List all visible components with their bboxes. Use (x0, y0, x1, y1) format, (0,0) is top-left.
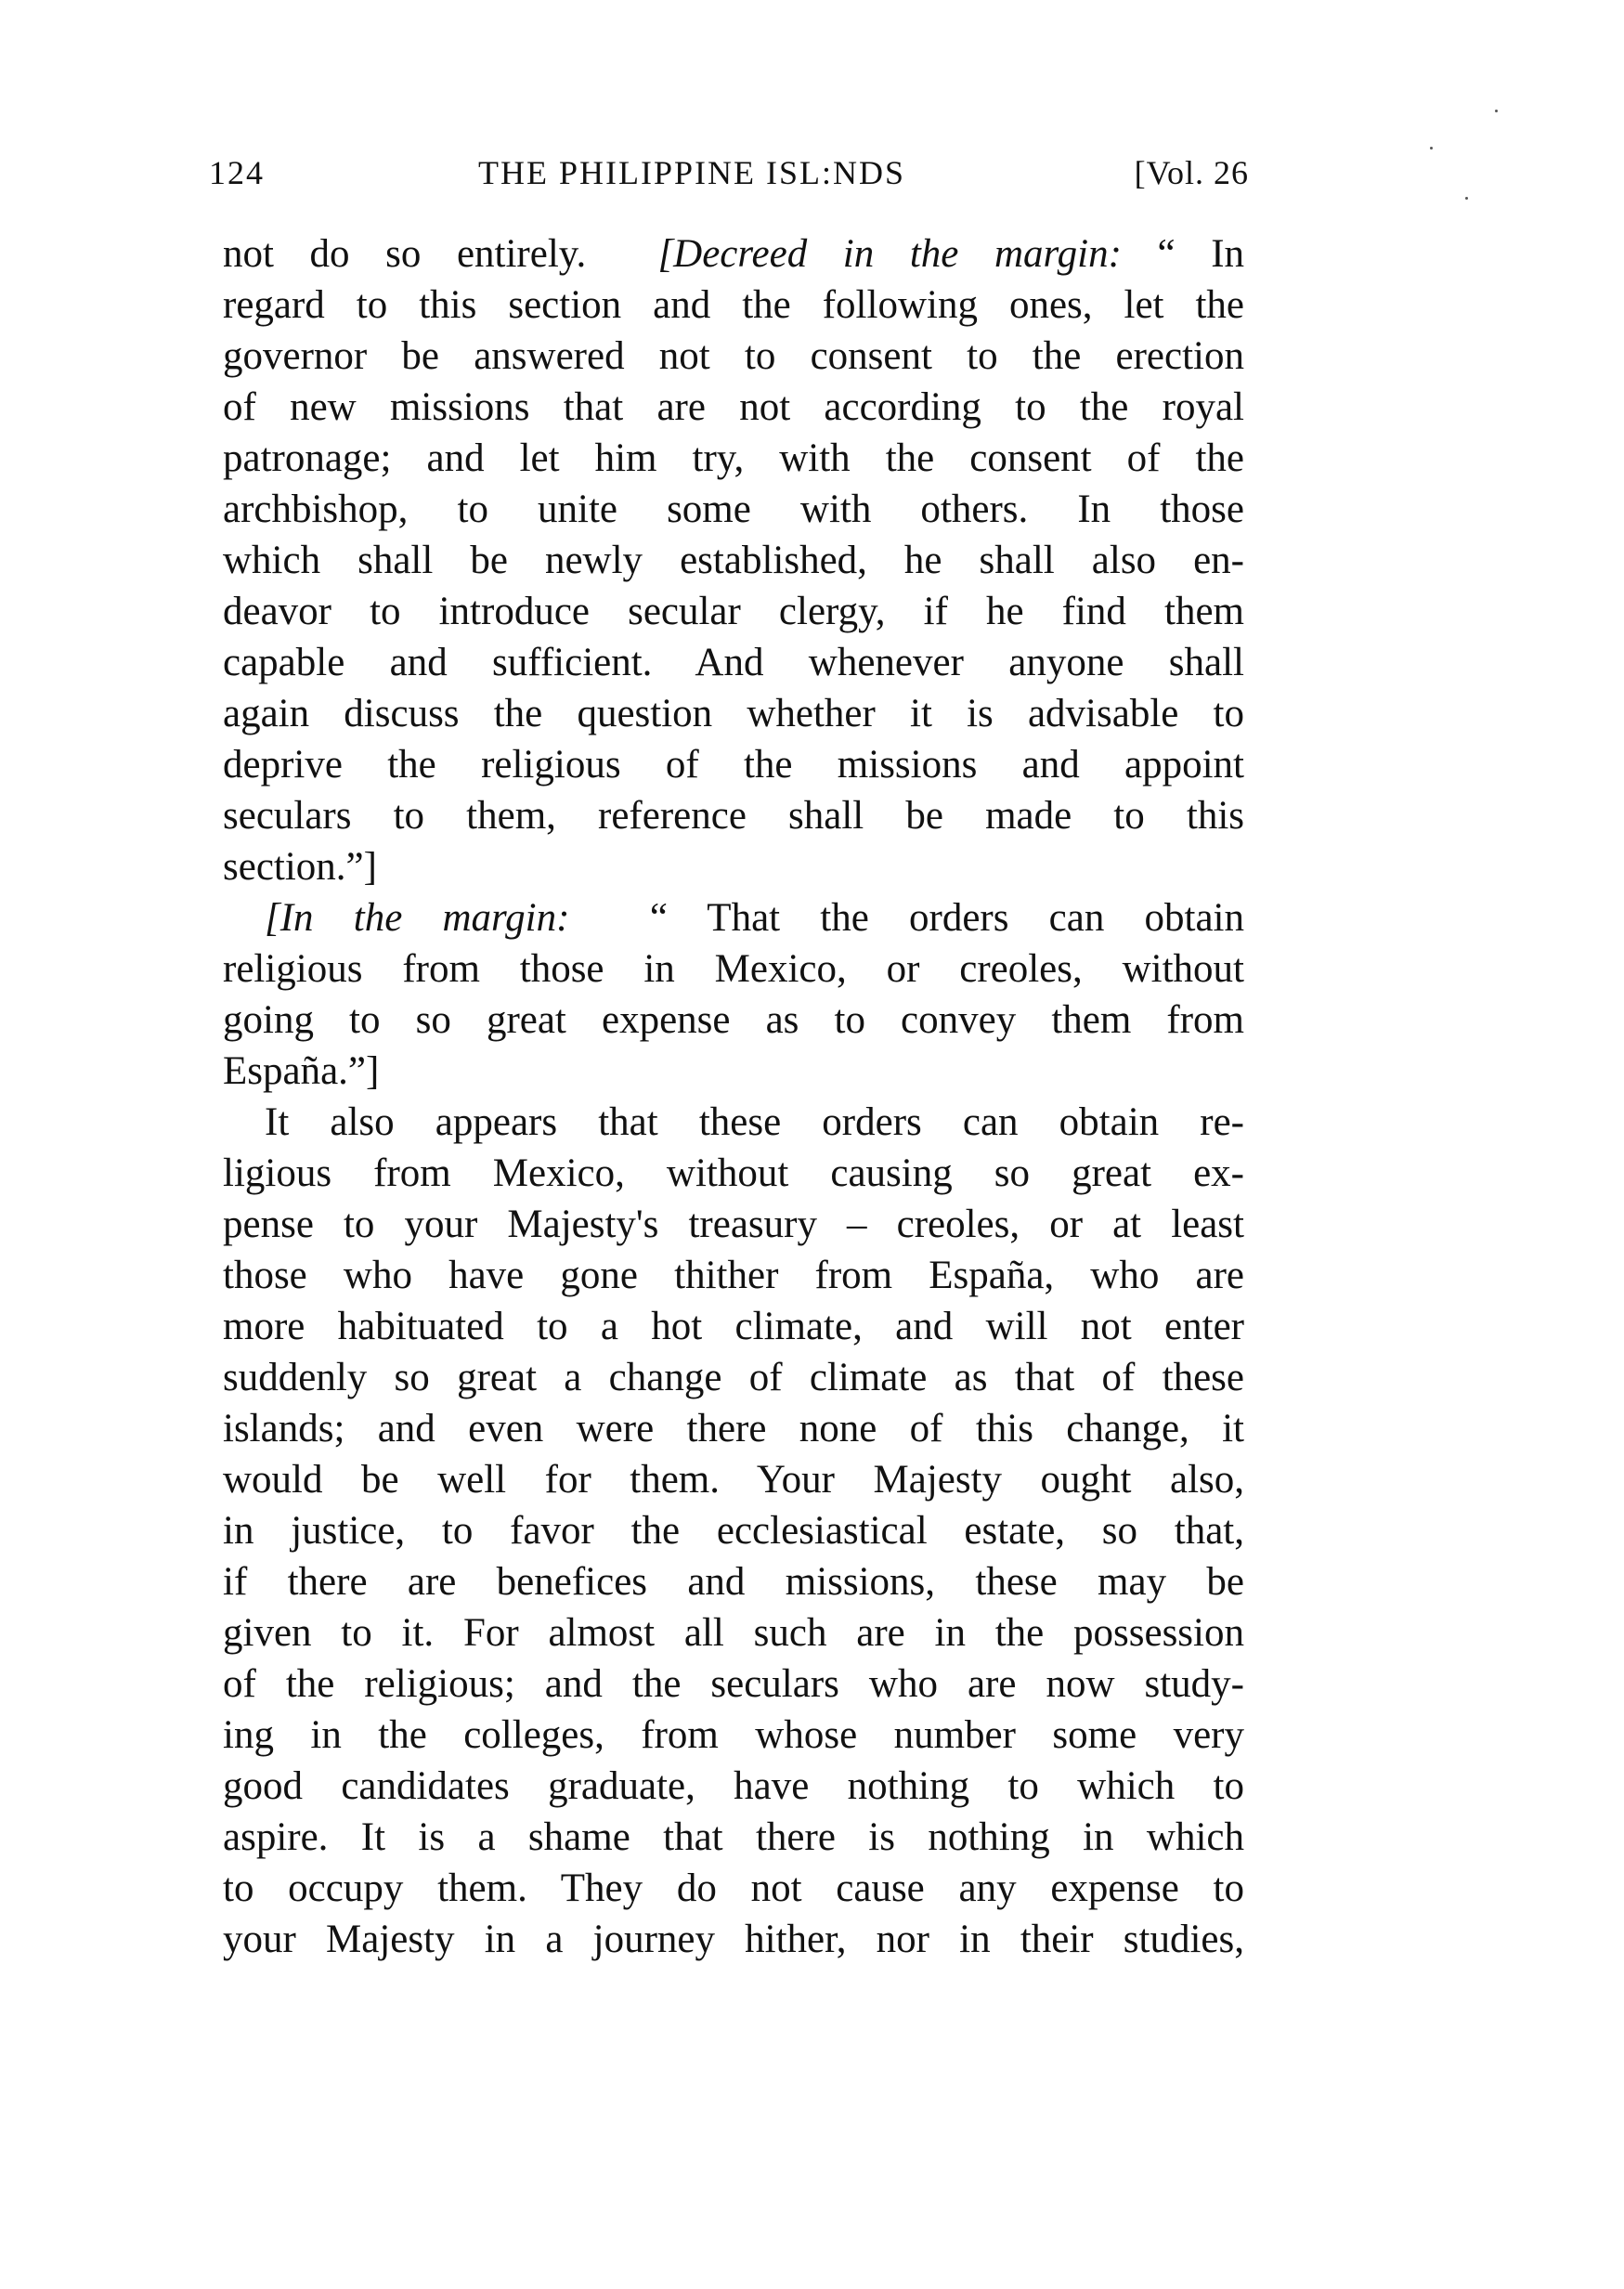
text-line: deavor to introduce secular clergy, if he find them (223, 590, 1244, 633)
text-segment: not do so entirely. (223, 232, 587, 276)
page-number: 124 (209, 154, 265, 191)
text-line: aspire. It is a shame that there is nothing in which (223, 1815, 1244, 1859)
text-segment: “ In (1157, 232, 1245, 276)
running-header (209, 153, 1249, 209)
text-line: would be well for them. Your Majesty ought also, (223, 1458, 1244, 1502)
text-line: again discuss the question whether it is advisable to (223, 692, 1244, 735)
text-line: religious from those in Mexico, or creoles, without (223, 947, 1244, 991)
text-line: patronage; and let him try, with the consent of the (223, 436, 1244, 480)
page-body (223, 228, 1244, 1965)
text-line: those who have gone thither from España, who are (223, 1254, 1244, 1297)
scan-speck (1465, 197, 1468, 200)
text-line: España.”] (223, 1049, 380, 1093)
text-line: It also appears that these orders can obtain re- (265, 1100, 1244, 1144)
text-line: archbishop, to unite some with others. In those (223, 488, 1244, 531)
text-line: seculars to them, reference shall be made to this (223, 794, 1244, 838)
text-line: if there are benefices and missions, these may be (223, 1560, 1244, 1604)
text-line: capable and sufficient. And whenever anyone shall (223, 641, 1244, 684)
text-line: given to it. For almost all such are in the possession (223, 1611, 1244, 1655)
text-line: ligious from Mexico, without causing so great ex- (223, 1151, 1244, 1195)
text-line: your Majesty in a journey hither, nor in their studies, (223, 1918, 1244, 1961)
text-line: to occupy them. They do not cause any expense to (223, 1866, 1244, 1910)
text-line-1 (223, 228, 1244, 280)
text-line: in justice, to favor the ecclesiastical estate, so that, (223, 1509, 1244, 1553)
text-segment: “ That the orders can obtain (649, 896, 1245, 940)
scan-speck (1430, 147, 1433, 150)
text-line: regard to this section and the following ones, let the (223, 283, 1244, 327)
text-line: governor be answered not to consent to the erection (223, 334, 1244, 378)
text-line: islands; and even were there none of this change, it (223, 1407, 1244, 1450)
volume-label: [Vol. 26 (1134, 154, 1249, 191)
text-line: ing in the colleges, from whose number some very (223, 1713, 1244, 1757)
text-line: more habituated to a hot climate, and will not enter (223, 1305, 1244, 1348)
text-line: good candidates graduate, have nothing to which to (223, 1764, 1244, 1808)
text-line: which shall be newly established, he shall also en- (223, 539, 1244, 582)
text-line-margin-note (223, 892, 1244, 943)
margin-note-label: [In the margin: (265, 896, 570, 940)
text-line: pense to your Majesty's treasury – creoles, or at least (223, 1203, 1244, 1246)
text-line: section.”] (223, 845, 377, 889)
text-line: of new missions that are not according to the royal (223, 385, 1244, 429)
text-line: going to so great expense as to convey them from (223, 998, 1244, 1042)
text-line: suddenly so great a change of climate as that of these (223, 1356, 1244, 1399)
text-line: deprive the religious of the missions and appoint (223, 743, 1244, 787)
scan-speck (1495, 110, 1498, 112)
text-line: of the religious; and the seculars who are now study- (223, 1662, 1244, 1706)
margin-note-label: [Decreed in the margin: (657, 232, 1122, 276)
running-title: THE PHILIPPINE ISL:NDS (478, 154, 906, 191)
